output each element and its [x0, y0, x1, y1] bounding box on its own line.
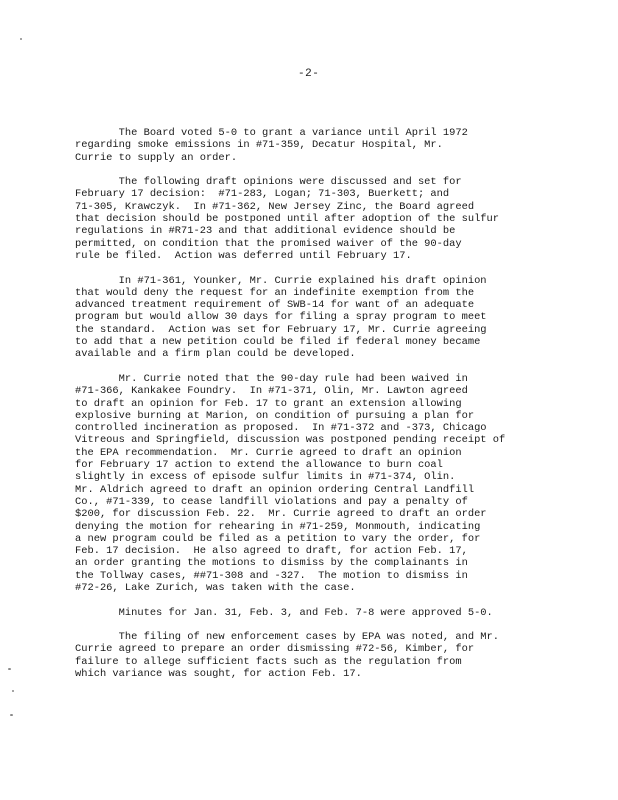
text-line: Currie agreed to prepare an order dismissing #72-56, Kimber, for — [75, 643, 475, 656]
text-line: Mr. Aldrich agreed to draft an opinion ordering Central Landfill — [75, 483, 475, 496]
text-line: to add that a new petition could be filed if federal money became — [75, 336, 481, 349]
page-number: -2- — [298, 68, 320, 80]
paragraph — [75, 275, 575, 361]
text-line: Mr. Currie noted that the 90-day rule had been waived in — [75, 372, 468, 385]
text-line: Feb. 17 decision. He also agreed to draft, for action Feb. 17, — [75, 545, 468, 558]
text-line: the standard. Action was set for February 17, Mr. Currie agreeing — [75, 323, 487, 336]
text-line: permitted, on condition that the promised waiver of the 90-day — [75, 237, 462, 250]
text-line: for February 17 action to extend the allowance to burn coal — [75, 459, 443, 472]
text-line: controlled incineration as proposed. In #71-372 and -373, Chicago — [75, 422, 487, 435]
text-line: explosive burning at Marion, on condition of pursuing a plan for — [75, 409, 475, 422]
text-line: The filing of new enforcement cases by EPA was noted, and Mr. — [75, 631, 500, 644]
text-line: The following draft opinions were discussed and set for — [75, 176, 462, 189]
text-line: denying the motion for rehearing in #71-259, Monmouth, indicating — [75, 520, 481, 533]
scan-speck — [20, 38, 22, 40]
text-line: that decision should be postponed until after adoption of the sulfur — [75, 213, 500, 226]
text-line: to draft an opinion for Feb. 17 to grant an extension allowing — [75, 397, 462, 410]
text-line: the Tollway cases, ##71-308 and -327. The motion to dismiss in — [75, 569, 468, 582]
text-line: the EPA recommendation. Mr. Currie agreed to draft an opinion — [75, 446, 462, 459]
document-body — [75, 127, 575, 693]
paragraph — [75, 631, 575, 680]
text-line: $200, for discussion Feb. 22. Mr. Currie agreed to draft an order — [75, 508, 487, 521]
text-line: available and a firm plan could be developed. — [75, 348, 356, 361]
text-line: a new program could be filed as a petition to vary the order, for — [75, 532, 481, 545]
scan-speck — [10, 714, 13, 716]
text-line: Co., #71-339, to cease landfill violations and pay a penalty of — [75, 495, 468, 508]
text-line: February 17 decision: #71-283, Logan; 71-303, Buerkett; and — [75, 188, 450, 201]
text-line: program but would allow 30 days for filing a spray program to meet — [75, 311, 487, 324]
text-line: rule be filed. Action was deferred until February 17. — [75, 249, 412, 262]
paragraph — [75, 176, 575, 262]
text-line: Vitreous and Springfield, discussion was postponed pending receipt of — [75, 434, 506, 447]
text-line: an order granting the motions to dismiss by the complainants in — [75, 557, 468, 570]
text-line: #72-26, Lake Zurich, was taken with the case. — [75, 581, 356, 594]
text-line: advanced treatment requirement of SWB-14 for want of an adequate — [75, 299, 475, 312]
scan-speck — [12, 690, 14, 692]
text-line: The Board voted 5-0 to grant a variance until April 1972 — [75, 127, 468, 139]
scan-speck — [8, 668, 11, 670]
text-line: that would deny the request for an indefinite exemption from the — [75, 286, 475, 299]
text-line: Minutes for Jan. 31, Feb. 3, and Feb. 7-8 were approved 5-0. — [75, 606, 493, 619]
text-line: which variance was sought, for action Feb. 17. — [75, 668, 362, 681]
paragraph — [75, 127, 575, 164]
text-line: Currie to supply an order. — [75, 151, 238, 164]
text-line: regarding smoke emissions in #71-359, Decatur Hospital, Mr. — [75, 139, 443, 152]
text-line: In #71-361, Younker, Mr. Currie explained his draft opinion — [75, 274, 487, 287]
text-line: regulations in #R71-23 and that additional evidence should be — [75, 225, 456, 238]
paragraph — [75, 607, 575, 619]
text-line: 71-305, Krawczyk. In #71-362, New Jersey Zinc, the Board agreed — [75, 200, 475, 213]
text-line: slightly in excess of episode sulfur limits in #71-374, Olin. — [75, 471, 456, 484]
paragraph — [75, 373, 575, 594]
text-line: failure to allege sufficient facts such as the regulation from — [75, 655, 462, 668]
text-line: #71-366, Kankakee Foundry. In #71-371, Olin, Mr. Lawton agreed — [75, 385, 468, 398]
